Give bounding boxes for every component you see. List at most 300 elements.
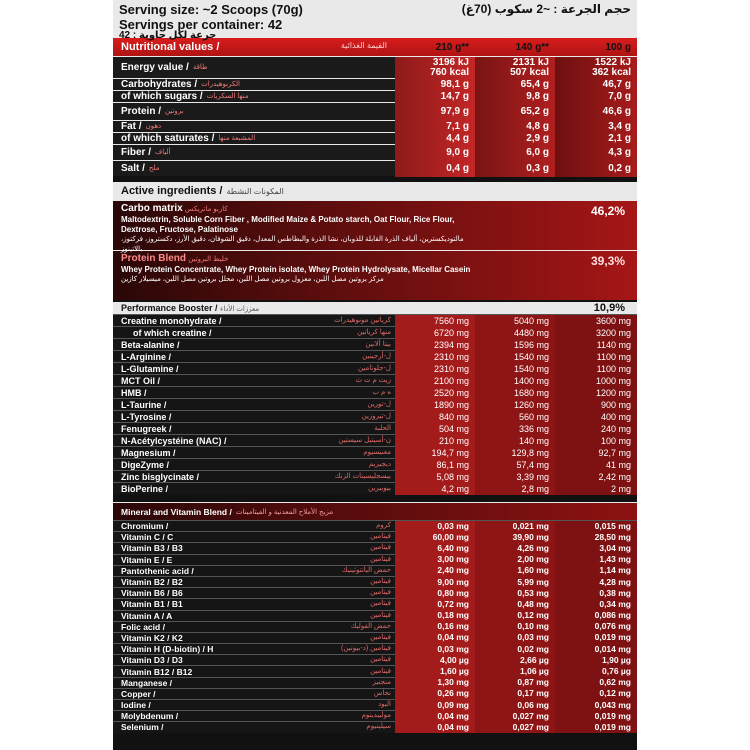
col-100g: 100 g <box>605 41 631 53</box>
mineral-row <box>113 665 637 676</box>
row-value-1: 0,72 mg <box>395 599 475 610</box>
row-label <box>113 566 395 576</box>
row-value-1: 5,08 mg <box>395 471 475 483</box>
row-value-1: 0,04 mg <box>395 722 475 733</box>
row-label <box>113 555 395 565</box>
row-value-1: 2310 mg <box>395 363 475 375</box>
row-value-1: 3,00 mg <box>395 554 475 565</box>
row-label <box>113 328 395 338</box>
nutrition-row <box>113 132 637 144</box>
mineral-row <box>113 531 637 542</box>
nutrition-row <box>113 160 637 176</box>
row-value-1: 0,04 mg <box>395 711 475 722</box>
row-value-3: 900 mg <box>555 399 637 411</box>
row-value-2: 4,8 g <box>475 121 555 133</box>
row-name: Vitamin B6 / B6 <box>121 588 183 599</box>
row-label <box>113 711 395 721</box>
row-name-ar: فيتامين <box>370 656 391 664</box>
row-label <box>113 122 395 132</box>
row-value-3: 2 mg <box>555 483 637 495</box>
row-name-ar: نحاس <box>373 689 391 697</box>
row-value-1: 9,0 g <box>395 145 475 161</box>
row-value-3: 1200 mg <box>555 387 637 399</box>
row-label <box>113 678 395 688</box>
row-value-1: 0,03 mg <box>395 521 475 532</box>
row-value-1: 9,00 mg <box>395 576 475 587</box>
row-value-3: 46,7 g <box>555 79 637 91</box>
performance-booster-name: Performance Booster / <box>121 303 218 313</box>
row-value-2: 560 mg <box>475 411 555 423</box>
row-name: of which sugars / <box>121 90 203 102</box>
row-value-2: 1,60 mg <box>475 565 555 576</box>
row-name: Molybdenum / <box>121 711 179 722</box>
row-value-2: 0,021 mg <box>475 521 555 532</box>
row-name: Creatine monohydrate / <box>121 315 222 326</box>
row-label <box>113 689 395 699</box>
row-value-1: 1,60 µg <box>395 666 475 677</box>
row-label <box>113 92 395 102</box>
mineral-row <box>113 565 637 576</box>
row-name: Fat / <box>121 120 142 132</box>
performance-row <box>113 422 637 434</box>
mineral-row <box>113 677 637 688</box>
row-value-1: 7560 mg <box>395 315 475 327</box>
row-value-2: 1260 mg <box>475 399 555 411</box>
nutrition-row <box>113 78 637 90</box>
row-name: Copper / <box>121 688 156 699</box>
performance-row <box>113 470 637 482</box>
row-value-3: 240 mg <box>555 423 637 435</box>
performance-row <box>113 458 637 470</box>
row-name-ar: ن-أسيتيل سيستين <box>338 436 391 444</box>
row-label <box>113 376 395 386</box>
row-label <box>113 412 395 422</box>
row-name: Vitamin A / A <box>121 610 173 621</box>
mineral-row <box>113 598 637 609</box>
row-name: Folic acid / <box>121 621 165 632</box>
row-label <box>113 63 395 73</box>
row-name: Vitamin H (D-biotin) / H <box>121 644 214 655</box>
row-name-ar: فيتامين <box>370 611 391 619</box>
row-label <box>113 364 395 374</box>
row-name-ar: ملح <box>148 164 160 172</box>
row-value-1: 86,1 mg <box>395 459 475 471</box>
row-value-1: 0,4 g <box>395 161 475 177</box>
row-value-3: 1522 kJ 362 kcal <box>555 57 637 79</box>
performance-row <box>113 482 637 494</box>
performance-row <box>113 446 637 458</box>
row-value-2: 5,99 mg <box>475 576 555 587</box>
row-value-3: 0,019 mg <box>555 632 637 643</box>
performance-rows <box>113 314 637 494</box>
row-value-3: 100 mg <box>555 435 637 447</box>
row-value-3: 4,3 g <box>555 145 637 161</box>
row-name-ar: طاقة <box>192 63 208 71</box>
row-label <box>113 448 395 458</box>
performance-booster-ar: معززات الأداء <box>220 306 260 313</box>
row-label <box>113 622 395 632</box>
mineral-row <box>113 654 637 665</box>
mineral-row <box>113 576 637 587</box>
row-value-3: 7,0 g <box>555 91 637 103</box>
performance-row <box>113 338 637 350</box>
row-value-1: 194,7 mg <box>395 447 475 459</box>
mineral-rows <box>113 520 637 733</box>
row-value-3: 0,62 mg <box>555 677 637 688</box>
row-value-1: 0,80 mg <box>395 588 475 599</box>
row-value-1: 0,03 mg <box>395 644 475 655</box>
mineral-row <box>113 688 637 699</box>
mineral-vitamin-title: Mineral and Vitamin Blend / <box>121 506 232 517</box>
row-name: of which saturates / <box>121 132 215 144</box>
row-label <box>113 400 395 410</box>
row-value-2: 0,02 mg <box>475 644 555 655</box>
nutrition-title-ar: القيمة الغذائية <box>340 41 387 50</box>
row-value-2: 2,8 mg <box>475 483 555 495</box>
serving-size-label-ar: حجم الجرعة : ~2 سكوب (70غ) <box>461 2 631 16</box>
row-value-1: 4,4 g <box>395 133 475 145</box>
row-value-2: 65,2 g <box>475 103 555 121</box>
row-name-ar: سيلينيوم <box>366 723 391 731</box>
row-value-2: 57,4 mg <box>475 459 555 471</box>
performance-row <box>113 434 637 446</box>
row-value-3: 4,28 mg <box>555 576 637 587</box>
row-name: Pantothenic acid / <box>121 565 194 576</box>
nutrition-title: Nutritional values / <box>121 41 220 53</box>
row-value-3: 0,019 mg <box>555 722 637 733</box>
row-value-2: 4480 mg <box>475 327 555 339</box>
row-value-1: 98,1 g <box>395 79 475 91</box>
row-name: Energy value / <box>121 61 189 73</box>
row-label <box>113 316 395 326</box>
active-title-ar: المكونات النشطة <box>226 186 284 196</box>
row-label <box>113 543 395 553</box>
performance-row <box>113 398 637 410</box>
row-value-3: 0,014 mg <box>555 644 637 655</box>
row-label <box>113 424 395 434</box>
row-value-2: 0,027 mg <box>475 722 555 733</box>
row-name-ar: بيسجليسينات الزنك <box>334 472 391 480</box>
row-name: L-Taurine / <box>121 399 167 410</box>
row-value-1: 1890 mg <box>395 399 475 411</box>
nutrition-rows <box>113 56 637 176</box>
row-name-ar: الكربوهيدرات <box>201 80 240 88</box>
row-value-3: 0,086 mg <box>555 610 637 621</box>
row-name-ar: زيت م ت ث <box>355 376 391 384</box>
row-value-3: 3,4 g <box>555 121 637 133</box>
row-value-3: 1,90 µg <box>555 655 637 666</box>
mineral-row <box>113 542 637 553</box>
row-value-1: 2394 mg <box>395 339 475 351</box>
row-value-2: 0,027 mg <box>475 711 555 722</box>
row-value-3: 1,43 mg <box>555 554 637 565</box>
mineral-row <box>113 621 637 632</box>
row-name: Fiber / <box>121 146 152 158</box>
row-value-1: 2310 mg <box>395 351 475 363</box>
row-label <box>113 484 395 494</box>
row-name: Vitamin B12 / B12 <box>121 666 193 677</box>
row-label <box>113 134 395 144</box>
row-value-3: 92,7 mg <box>555 447 637 459</box>
row-value-3: 400 mg <box>555 411 637 423</box>
mineral-row <box>113 610 637 621</box>
row-value-3: 1100 mg <box>555 351 637 363</box>
row-value-1: 0,09 mg <box>395 700 475 711</box>
mineral-row <box>113 643 637 654</box>
row-name-ar: مغنيسيوم <box>363 448 391 456</box>
row-label <box>113 611 395 621</box>
row-value-1: 60,00 mg <box>395 532 475 543</box>
row-value-3: 0,34 mg <box>555 599 637 610</box>
row-value-1: 0,26 mg <box>395 688 475 699</box>
row-label <box>113 80 395 90</box>
nutrition-row <box>113 102 637 120</box>
row-label <box>113 352 395 362</box>
row-value-1: 504 mg <box>395 423 475 435</box>
row-name: L-Tyrosine / <box>121 411 172 422</box>
row-value-2: 1400 mg <box>475 375 555 387</box>
carbo-matrix-ar: كاربو ماتريكس <box>184 206 228 213</box>
row-value-3: 2,1 g <box>555 133 637 145</box>
row-name-ar: دهون <box>145 122 162 130</box>
col-140g: 140 g** <box>515 41 549 53</box>
row-value-1: 0,18 mg <box>395 610 475 621</box>
carbo-matrix-name: Carbo matrix <box>121 203 183 214</box>
row-name-ar: فيتامين <box>370 600 391 608</box>
row-name-ar: فيتامين <box>370 578 391 586</box>
mineral-vitamin-title-ar: مزيج الأملاح المعدنية و الفيتامينات <box>235 508 334 516</box>
mineral-row <box>113 699 637 710</box>
row-value-2: 2,9 g <box>475 133 555 145</box>
row-name: Vitamin B1 / B1 <box>121 599 183 610</box>
row-value-1: 14,7 g <box>395 91 475 103</box>
row-label <box>113 107 395 117</box>
row-value-1: 3196 kJ 760 kcal <box>395 57 475 79</box>
row-name: DigeZyme / <box>121 459 170 470</box>
row-label <box>113 436 395 446</box>
row-name: Magnesium / <box>121 447 176 458</box>
row-name: Fenugreek / <box>121 423 172 434</box>
row-value-2: 0,3 g <box>475 161 555 177</box>
row-name-ar: فيتامين <box>370 633 391 641</box>
active-ingredients-section <box>113 182 637 494</box>
row-name: Manganese / <box>121 677 173 688</box>
row-name-ar: فيتامين (د-بيوتين) <box>340 645 391 653</box>
row-value-2: 129,8 mg <box>475 447 555 459</box>
row-name: of which creatine / <box>133 327 212 338</box>
row-value-1: 0,16 mg <box>395 621 475 632</box>
row-value-1: 6,40 mg <box>395 543 475 554</box>
row-name: Iodine / <box>121 700 151 711</box>
row-label <box>113 388 395 398</box>
row-value-2: 2,66 µg <box>475 655 555 666</box>
protein-blend-desc-ar: مركز بروتين مصل اللبن، معزول بروتين مصل اللبن، محلل بروتين مصل اللبن، ميسيلار كازين <box>121 276 384 283</box>
row-value-2: 2131 kJ 507 kcal <box>475 57 555 79</box>
row-name-ar: منجنيز <box>372 678 391 686</box>
row-name-ar: ألياف <box>155 148 171 156</box>
row-name-ar: بروتين <box>165 107 184 115</box>
row-name-ar: موليبدينوم <box>361 712 391 720</box>
row-value-3: 3,04 mg <box>555 543 637 554</box>
row-name: Beta-alanine / <box>121 339 180 350</box>
col-210g: 210 g** <box>435 41 469 53</box>
row-value-2: 39,90 mg <box>475 532 555 543</box>
row-name: Zinc bisglycinate / <box>121 471 200 482</box>
serving-size-label: Serving size: ~2 Scoops (70g) <box>119 2 303 17</box>
active-title-text: Active ingredients / <box>121 185 223 197</box>
row-value-3: 3200 mg <box>555 327 637 339</box>
performance-row <box>113 410 637 422</box>
carbo-matrix-desc-ar: مالتوديكسترين، ألياف الذرة القابلة للذوبان، نشا الذرة والبطاطس المعدل، دقيق الشوفان، دقيق الأرز، دكستروز، فركتوز، بالاتينوز <box>121 236 464 253</box>
mineral-row <box>113 710 637 721</box>
carbo-matrix-desc: Maltodextrin, Soluble Corn Fiber , Modified Maize & Potato starch, Oat Flour, Rice Flour, Dextrose, Fructose, Palatinose <box>121 215 455 234</box>
row-value-1: 4,00 µg <box>395 655 475 666</box>
row-value-1: 840 mg <box>395 411 475 423</box>
row-value-3: 0,76 µg <box>555 666 637 677</box>
protein-blend-box <box>113 250 637 300</box>
row-name-ar: ل-أرجينين <box>362 352 391 360</box>
row-value-1: 0,04 mg <box>395 632 475 643</box>
row-value-3: 0,019 mg <box>555 711 637 722</box>
performance-row <box>113 362 637 374</box>
row-name-ar: فيتامين <box>370 589 391 597</box>
row-value-2: 3,39 mg <box>475 471 555 483</box>
row-value-2: 140 mg <box>475 435 555 447</box>
row-label <box>113 633 395 643</box>
row-name-ar: منها السكريات <box>206 92 249 100</box>
row-label <box>113 532 395 542</box>
row-label <box>113 655 395 665</box>
row-label <box>113 667 395 677</box>
row-value-1: 210 mg <box>395 435 475 447</box>
mineral-row <box>113 520 637 531</box>
row-value-3: 1100 mg <box>555 363 637 375</box>
row-value-2: 0,03 mg <box>475 632 555 643</box>
row-value-2: 0,53 mg <box>475 588 555 599</box>
servings-per-container-label: Servings per container: 42 <box>119 17 283 32</box>
row-value-2: 2,00 mg <box>475 554 555 565</box>
row-name-ar: المشبعة منها <box>218 134 256 142</box>
mineral-row <box>113 587 637 598</box>
row-value-3: 1140 mg <box>555 339 637 351</box>
row-value-2: 0,48 mg <box>475 599 555 610</box>
performance-row <box>113 350 637 362</box>
carbo-matrix-pct: 46,2% <box>590 204 625 218</box>
row-value-3: 0,2 g <box>555 161 637 177</box>
row-value-1: 4,2 mg <box>395 483 475 495</box>
row-name-ar: اليود <box>378 701 391 709</box>
mineral-row <box>113 632 637 643</box>
row-name: Carbohydrates / <box>121 78 198 90</box>
row-value-3: 2,42 mg <box>555 471 637 483</box>
row-name-ar: كروم <box>376 522 391 530</box>
row-value-3: 0,12 mg <box>555 688 637 699</box>
row-value-3: 41 mg <box>555 459 637 471</box>
row-value-2: 336 mg <box>475 423 555 435</box>
row-value-3: 46,6 g <box>555 103 637 121</box>
row-value-2: 6,0 g <box>475 145 555 161</box>
row-label <box>113 164 395 174</box>
row-value-2: 0,87 mg <box>475 677 555 688</box>
row-name-ar: فيتامين <box>370 533 391 541</box>
row-value-1: 2100 mg <box>395 375 475 387</box>
row-value-2: 0,06 mg <box>475 700 555 711</box>
row-label <box>113 722 395 732</box>
row-name: Vitamin B3 / B3 <box>121 543 183 554</box>
row-name: N-Acétylcystéine (NAC) / <box>121 435 227 446</box>
row-name: Vitamin E / E <box>121 554 173 565</box>
row-name-ar: ل-تورين <box>367 400 391 408</box>
protein-blend-ar: خليط البروتين <box>188 256 229 263</box>
row-label <box>113 340 395 350</box>
row-value-2: 0,10 mg <box>475 621 555 632</box>
row-name: Chromium / <box>121 521 169 532</box>
row-value-3: 0,076 mg <box>555 621 637 632</box>
serving-info <box>113 0 637 41</box>
row-value-2: 5040 mg <box>475 315 555 327</box>
row-name-ar: بيتا ألانين <box>365 340 391 348</box>
row-label <box>113 700 395 710</box>
protein-blend-desc: Whey Protein Concentrate, Whey Protein isolate, Whey Protein Hydrolysate, Micellar Casein <box>121 265 471 274</box>
mineral-row <box>113 721 637 732</box>
row-value-2: 1,06 µg <box>475 666 555 677</box>
row-value-3: 0,015 mg <box>555 521 637 532</box>
row-name-ar: منها كرياتين <box>357 328 391 336</box>
row-value-1: 97,9 g <box>395 103 475 121</box>
nutrition-row <box>113 144 637 160</box>
row-value-2: 1540 mg <box>475 363 555 375</box>
row-name-ar: ديجيزيم <box>368 460 391 468</box>
nutrition-row <box>113 56 637 78</box>
row-name-ar: ل-تيروزين <box>361 412 391 420</box>
row-value-3: 0,38 mg <box>555 588 637 599</box>
performance-booster-pct: 10,9% <box>593 302 625 314</box>
row-value-3: 1000 mg <box>555 375 637 387</box>
row-name-ar: الحلبة <box>374 424 391 432</box>
row-value-3: 28,50 mg <box>555 532 637 543</box>
row-name: HMB / <box>121 387 147 398</box>
row-value-1: 7,1 g <box>395 121 475 133</box>
row-value-1: 2,40 mg <box>395 565 475 576</box>
row-label <box>113 460 395 470</box>
row-name: Vitamin K2 / K2 <box>121 632 183 643</box>
row-name-ar: كرياتين مونوهيدرات <box>334 316 391 324</box>
row-name: Vitamin D3 / D3 <box>121 655 183 666</box>
servings-per-container-label-ar: جرعة لكل حاوية : 42 <box>119 30 217 41</box>
row-value-2: 1540 mg <box>475 351 555 363</box>
row-value-3: 1,14 mg <box>555 565 637 576</box>
mineral-row <box>113 554 637 565</box>
row-name-ar: فيتامين <box>370 667 391 675</box>
row-name: Vitamin C / C <box>121 532 174 543</box>
row-name: BioPerine / <box>121 483 169 494</box>
row-name: L-Arginine / <box>121 351 171 362</box>
row-name-ar: بيوبيرين <box>368 484 391 492</box>
row-label <box>113 148 395 158</box>
row-name-ar: حمض البانتوثينيك <box>341 566 391 574</box>
row-name: Vitamin B2 / B2 <box>121 577 183 588</box>
row-label <box>113 577 395 587</box>
row-name: MCT Oil / <box>121 375 160 386</box>
row-value-2: 0,17 mg <box>475 688 555 699</box>
row-value-2: 65,4 g <box>475 79 555 91</box>
row-value-2: 0,12 mg <box>475 610 555 621</box>
row-name: Protein / <box>121 105 162 117</box>
row-value-2: 9,8 g <box>475 91 555 103</box>
performance-row <box>113 314 637 326</box>
row-name-ar: ل-جلوتامين <box>358 364 391 372</box>
row-label <box>113 521 395 531</box>
